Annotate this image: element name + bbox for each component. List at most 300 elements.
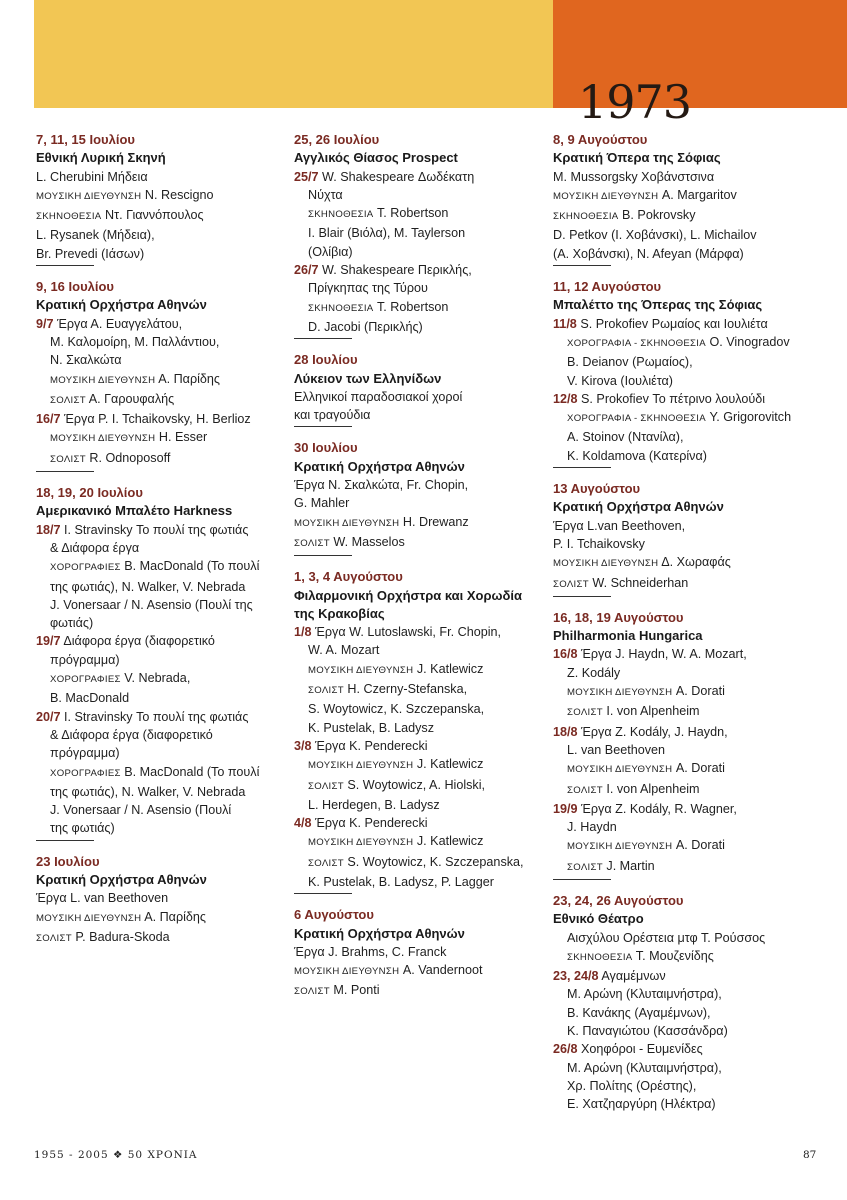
line-text: πρόγραμμα) — [50, 652, 120, 667]
event-date: 28 Ιουλίου — [294, 352, 358, 368]
program-line — [294, 186, 544, 204]
event-organization: Κρατική Όπερα της Σόφιας — [553, 150, 721, 166]
line-text: I. Blair (Βιόλα), M. Taylerson — [308, 226, 466, 241]
line-text: (Α. Χοβάνσκι), N. Afeyan (Μάρφα) — [553, 246, 744, 261]
program-line — [36, 168, 286, 186]
credit-role: ΣΚΗΝΟΘΕΣΙΑ — [553, 211, 619, 223]
event-entry — [36, 278, 286, 472]
line-text: και τραγούδια — [294, 408, 371, 423]
credit-role: ΣΟΛΙΣΤ — [567, 784, 603, 796]
credit-role: ΣΚΗΝΟΘΕΣΙΑ — [308, 302, 374, 314]
program-line — [294, 943, 544, 961]
program-column-1 — [36, 131, 286, 960]
credit-role: ΧΟΡΟΓΡΑΦΙΕΣ — [50, 562, 121, 574]
program-line — [294, 533, 544, 553]
event-entry — [553, 278, 833, 468]
line-text: της φωτιάς) — [50, 821, 115, 836]
performance-date: 18/7 — [36, 522, 61, 537]
line-text: B. MacDonald (Το πουλί — [124, 559, 260, 574]
event-entry — [553, 892, 833, 1114]
credit-role: ΜΟΥΣΙΚΗ ΔΙΕΥΘΥΝΣΗ — [567, 687, 673, 699]
program-line — [294, 641, 544, 659]
line-text: Τ. Μουζενίδης — [635, 948, 714, 963]
event-organization: Κρατική Ορχήστρα Αθηνών — [36, 297, 207, 313]
program-line — [294, 476, 544, 494]
line-text: J. Katlewicz — [416, 834, 484, 849]
program-line — [36, 614, 286, 632]
line-text: & Διάφορα έργα — [50, 540, 140, 555]
program-line — [36, 315, 286, 333]
credit-role: ΜΟΥΣΙΚΗ ΔΙΕΥΘΥΝΣΗ — [553, 190, 659, 202]
program-line — [553, 929, 833, 947]
line-text: Αγαμέμνων — [601, 969, 666, 984]
line-text: I. von Alpenheim — [606, 781, 700, 796]
line-text: Έργα Z. Kodály, J. Haydn, — [581, 724, 728, 739]
line-text: Μ. Αρώνη (Κλυταιμνήστρα), — [567, 1060, 722, 1075]
line-text: Έργα W. Lutoslawski, Fr. Chopin, — [315, 625, 502, 640]
program-line — [553, 553, 833, 573]
program-line — [553, 1040, 833, 1058]
credit-role: ΣΟΛΙΣΤ — [294, 986, 330, 998]
line-text: D. Petkov (Ι. Χοβάνσκι), L. Michailov — [553, 228, 757, 243]
entry-separator — [294, 893, 352, 894]
event-date: 18, 19, 20 Ιουλίου — [36, 485, 143, 501]
program-line — [294, 680, 544, 700]
line-text: Έργα J. Brahms, C. Franck — [294, 944, 447, 959]
line-text: B. MacDonald (Το πουλί — [124, 764, 260, 779]
event-organization: Αμερικανικό Μπαλέτο Harkness — [36, 503, 233, 519]
event-organization: Λύκειον των Ελληνίδων — [294, 370, 442, 386]
program-line — [553, 226, 833, 244]
line-text: W. Schneiderhan — [592, 575, 689, 590]
line-text: J. Haydn — [567, 820, 617, 835]
program-line — [553, 857, 833, 877]
line-text: Έργα Α. Ευαγγελάτου, — [57, 316, 183, 331]
program-line — [36, 689, 286, 707]
program-line — [36, 908, 286, 928]
program-line — [36, 351, 286, 369]
line-text: Έργα J. Haydn, W. A. Mozart, — [581, 647, 747, 662]
line-text: Δ. Χωραφάς — [661, 555, 731, 570]
program-line — [294, 755, 544, 775]
program-line — [36, 578, 286, 596]
performance-date: 11/8 — [553, 316, 577, 331]
line-text: O. Vinogradov — [709, 334, 790, 349]
program-line — [553, 818, 833, 836]
program-line — [553, 800, 833, 818]
line-text: Β. Κανάκης (Αγαμέμνων), — [567, 1005, 711, 1020]
program-line — [553, 741, 833, 759]
performance-date: 9/7 — [36, 316, 54, 331]
line-text: (Ολίβια) — [308, 244, 353, 259]
event-organization: Κρατική Ορχήστρα Αθηνών — [553, 499, 724, 515]
credit-role: ΜΟΥΣΙΚΗ ΔΙΕΥΘΥΝΣΗ — [50, 374, 156, 386]
event-organization: Philharmonia Hungarica — [553, 628, 703, 644]
program-line — [294, 406, 544, 424]
program-line — [294, 279, 544, 297]
line-text: S. Woytowicz, K. Szczepanska, — [308, 702, 485, 717]
program-line — [294, 168, 544, 186]
program-line — [36, 390, 286, 410]
line-text: της φωτιάς), N. Walker, V. Nebrada — [50, 579, 246, 594]
program-line — [553, 947, 833, 967]
line-text: A. Dorati — [675, 684, 725, 699]
line-text: J. Vonersaar / N. Asensio (Πουλί — [50, 803, 232, 818]
program-line — [36, 819, 286, 837]
event-date: 23 Ιουλίου — [36, 853, 100, 869]
performance-date: 23, 24/8 — [553, 969, 599, 984]
line-text: Έργα L.van Beethoven, — [553, 518, 686, 533]
program-line — [36, 245, 286, 263]
event-entry — [294, 439, 544, 556]
program-line — [36, 226, 286, 244]
line-text: B. MacDonald — [50, 691, 130, 706]
event-organization: Κρατική Ορχήστρα Αθηνών — [36, 871, 207, 887]
credit-role: ΜΟΥΣΙΚΗ ΔΙΕΥΘΥΝΣΗ — [294, 966, 400, 978]
program-line — [294, 737, 544, 755]
program-line — [36, 449, 286, 469]
line-text: W. A. Mozart — [308, 643, 380, 658]
event-organization: Μπαλέττο της Όπερας της Σόφιας — [553, 297, 763, 313]
event-date: 16, 18, 19 Αυγούστου — [553, 609, 684, 625]
program-line — [36, 206, 286, 226]
line-text: B. Pokrovsky — [622, 208, 696, 223]
program-line — [553, 702, 833, 722]
header-band-yellow — [34, 0, 553, 108]
program-line — [294, 513, 544, 533]
line-text: Μ. Αρώνη (Κλυταιμνήστρα), — [567, 987, 722, 1002]
line-text: Έργα K. Penderecki — [315, 816, 428, 831]
program-line — [553, 1022, 833, 1040]
line-text: D. Jacobi (Περικλής) — [308, 319, 423, 334]
performance-date: 19/9 — [553, 801, 578, 816]
line-text: Ελληνικοί παραδοσιακοί χοροί — [294, 389, 463, 404]
line-text: V. Kirova (Ιουλιέτα) — [567, 373, 674, 388]
entry-separator — [294, 426, 352, 427]
performance-date: 4/8 — [294, 816, 312, 831]
line-text: I. von Alpenheim — [606, 704, 700, 719]
program-line — [553, 408, 833, 428]
line-text: της φωτιάς), N. Walker, V. Nebrada — [50, 784, 246, 799]
program-line — [36, 708, 286, 726]
line-text: G. Mahler — [294, 496, 350, 511]
line-text: I. Stravinsky Το πουλί της φωτιάς — [64, 709, 249, 724]
program-line — [294, 961, 544, 981]
line-text: J. Martin — [606, 858, 655, 873]
credit-role: ΜΟΥΣΙΚΗ ΔΙΕΥΘΥΝΣΗ — [36, 190, 142, 202]
program-line — [294, 814, 544, 832]
event-entry — [36, 484, 286, 841]
line-text: N. Rescigno — [144, 187, 214, 202]
program-line — [294, 832, 544, 852]
event-organization: Κρατική Ορχήστρα Αθηνών — [294, 925, 465, 941]
program-line — [553, 353, 833, 371]
line-text: T. Robertson — [377, 206, 449, 221]
credit-role: ΣΟΛΙΣΤ — [308, 685, 344, 697]
program-line — [294, 204, 544, 224]
credit-role: ΜΟΥΣΙΚΗ ΔΙΕΥΘΥΝΣΗ — [567, 764, 673, 776]
performance-date: 19/7 — [36, 634, 61, 649]
program-line — [294, 776, 544, 796]
credit-role: ΜΟΥΣΙΚΗ ΔΙΕΥΘΥΝΣΗ — [36, 912, 142, 924]
line-text: L. Herdegen, B. Ladysz — [308, 797, 440, 812]
performance-date: 26/7 — [294, 263, 319, 278]
line-text: Έργα P. I. Tchaikovsky, H. Berlioz — [64, 412, 251, 427]
program-line — [36, 928, 286, 948]
line-text: H. Drewanz — [402, 514, 469, 529]
line-text: Ντ. Γιαννόπουλος — [105, 208, 204, 223]
credit-role: ΣΟΛΙΣΤ — [50, 394, 86, 406]
performance-date: 18/8 — [553, 724, 578, 739]
program-line — [553, 206, 833, 226]
program-line — [294, 660, 544, 680]
program-line — [553, 645, 833, 663]
program-line — [553, 168, 833, 186]
event-entry — [553, 609, 833, 880]
line-text: W. Masselos — [333, 534, 405, 549]
event-date: 25, 26 Ιουλίου — [294, 132, 380, 147]
event-organization: Αγγλικός Θίασος Prospect — [294, 150, 458, 166]
program-column-2 — [294, 131, 544, 1014]
event-entry — [294, 131, 544, 339]
program-line — [294, 719, 544, 737]
program-line — [36, 669, 286, 689]
line-text: Α. Παρίδης — [158, 371, 221, 386]
line-text: L. van Beethoven — [567, 742, 666, 757]
event-date: 11, 12 Αυγούστου — [553, 279, 662, 295]
program-line — [553, 315, 833, 333]
line-text: Br. Prevedi (Ιάσων) — [36, 246, 145, 261]
program-line — [553, 372, 833, 390]
program-line — [36, 539, 286, 557]
line-text: Νύχτα — [308, 187, 343, 202]
line-text: φωτιάς) — [50, 616, 94, 631]
program-line — [36, 428, 286, 448]
entry-separator — [36, 265, 94, 266]
program-line — [36, 596, 286, 614]
footer-anniversary: 1955 - 2005 ❖ 50 ΧΡΟΝΙΑ — [34, 1149, 198, 1161]
program-line — [36, 783, 286, 801]
program-line — [553, 245, 833, 263]
program-line — [553, 517, 833, 535]
program-line — [294, 873, 544, 891]
program-line — [553, 1059, 833, 1077]
event-date: 7, 11, 15 Ιουλίου — [36, 132, 135, 147]
credit-role: ΜΟΥΣΙΚΗ ΔΙΕΥΘΥΝΣΗ — [50, 433, 156, 445]
program-line — [553, 1095, 833, 1113]
program-line — [294, 623, 544, 641]
program-line — [553, 780, 833, 800]
event-organization: της Κρακοβίας — [294, 605, 385, 621]
program-line — [36, 557, 286, 577]
program-line — [36, 410, 286, 428]
event-date: 30 Ιουλίου — [294, 440, 358, 456]
program-line — [36, 763, 286, 783]
credit-role: ΣΟΛΙΣΤ — [294, 537, 330, 549]
line-text: Ν. Σκαλκώτα — [50, 353, 122, 368]
program-line — [294, 224, 544, 242]
line-text: Αισχύλου Ορέστεια μτφ Τ. Ρούσσος — [567, 930, 766, 945]
event-date: 9, 16 Ιουλίου — [36, 279, 114, 295]
performance-date: 16/7 — [36, 412, 61, 427]
credit-role: ΜΟΥΣΙΚΗ ΔΙΕΥΘΥΝΣΗ — [308, 664, 414, 676]
event-entry — [553, 480, 833, 597]
line-text: A. Stoinov (Ντανίλα), — [567, 430, 684, 445]
entry-separator — [553, 467, 611, 468]
line-text: Έργα L. van Beethoven — [36, 891, 169, 906]
line-text: P. Badura-Skoda — [75, 929, 170, 944]
program-line — [553, 1077, 833, 1095]
credit-role: ΣΟΛΙΣΤ — [553, 578, 589, 590]
line-text: Διάφορα έργα (διαφορετικό — [63, 634, 215, 649]
event-entry — [294, 568, 544, 894]
line-text: P. I. Tchaikovsky — [553, 536, 645, 551]
line-text: πρόγραμμα) — [50, 746, 120, 761]
performance-date: 12/8 — [553, 391, 578, 406]
event-organization: Εθνικό Θέατρο — [553, 911, 644, 927]
line-text: J. Vonersaar / N. Asensio (Πουλί της — [50, 597, 253, 612]
credit-role: ΧΟΡΟΓΡΑΦΙΕΣ — [50, 767, 121, 779]
line-text: Έργα Ν. Σκαλκώτα, Fr. Chopin, — [294, 478, 469, 493]
line-text: W. Shakespeare Δωδέκατη — [322, 169, 475, 184]
entry-separator — [553, 879, 611, 880]
line-text: K. Koldamova (Κατερίνα) — [567, 448, 707, 463]
line-text: M. Ponti — [333, 983, 380, 998]
line-text: J. Katlewicz — [416, 661, 484, 676]
program-line — [36, 889, 286, 907]
event-date: 23, 24, 26 Αυγούστου — [553, 892, 684, 908]
program-line — [294, 700, 544, 718]
program-line — [294, 388, 544, 406]
program-line — [553, 985, 833, 1003]
line-text: V. Nebrada, — [124, 671, 191, 686]
line-text: A. Margaritov — [661, 187, 737, 202]
credit-role: ΣΟΛΙΣΤ — [36, 932, 72, 944]
line-text: H. Czerny-Stefanska, — [347, 682, 468, 697]
line-text: B. Deianov (Ρωμαίος), — [567, 355, 693, 370]
line-text: W. Shakespeare Περικλής, — [322, 263, 472, 278]
line-text: H. Esser — [158, 430, 208, 445]
performance-date: 20/7 — [36, 709, 61, 724]
line-text: S. Prokofiev Το πέτρινο λουλούδι — [581, 391, 766, 406]
program-line — [36, 370, 286, 390]
credit-role: ΣΟΛΙΣΤ — [567, 707, 603, 719]
performance-date: 26/8 — [553, 1042, 578, 1057]
line-text: Μ. Καλομοίρη, Μ. Παλλάντιου, — [50, 334, 220, 349]
performance-date: 16/8 — [553, 647, 578, 662]
program-line — [294, 796, 544, 814]
line-text: & Διάφορα έργα (διαφορετικό — [50, 727, 213, 742]
entry-separator — [294, 338, 352, 339]
program-line — [36, 632, 286, 650]
program-line — [294, 981, 544, 1001]
credit-role: ΣΚΗΝΟΘΕΣΙΑ — [36, 211, 102, 223]
line-text: K. Pustelak, B. Ladysz — [308, 720, 434, 735]
program-line — [553, 447, 833, 465]
credit-role: ΜΟΥΣΙΚΗ ΔΙΕΥΘΥΝΣΗ — [308, 837, 414, 849]
year-heading: 1973 — [578, 75, 692, 129]
line-text: A. Dorati — [675, 761, 725, 776]
line-text: Α. Παρίδης — [144, 909, 207, 924]
program-line — [36, 651, 286, 669]
performance-date: 3/8 — [294, 738, 312, 753]
line-text: Z. Kodály — [567, 665, 621, 680]
program-line — [553, 186, 833, 206]
credit-role: ΣΟΛΙΣΤ — [308, 780, 344, 792]
line-text: Y. Grigorovitch — [709, 410, 792, 425]
credit-role: ΜΟΥΣΙΚΗ ΔΙΕΥΘΥΝΣΗ — [294, 517, 400, 529]
line-text: K. Pustelak, B. Ladysz, P. Lagger — [308, 874, 494, 889]
line-text: L. Cherubini Μήδεια — [36, 169, 148, 184]
program-line — [553, 1004, 833, 1022]
program-line — [553, 723, 833, 741]
program-line — [553, 428, 833, 446]
page-number: 87 — [803, 1149, 817, 1161]
entry-separator — [553, 596, 611, 597]
line-text: Ε. Χατζηαργύρη (Ηλέκτρα) — [567, 1097, 716, 1112]
program-line — [294, 318, 544, 336]
credit-role: ΣΟΛΙΣΤ — [308, 857, 344, 869]
program-line — [294, 261, 544, 279]
program-line — [294, 298, 544, 318]
credit-role: ΣΟΛΙΣΤ — [567, 861, 603, 873]
line-text: S. Woytowicz, A. Hiolski, — [347, 777, 486, 792]
line-text: M. Mussorgsky Χοβάνστσινα — [553, 169, 715, 184]
program-line — [36, 801, 286, 819]
program-line — [294, 243, 544, 261]
event-date: 6 Αυγούστου — [294, 907, 374, 923]
event-date: 13 Αυγούστου — [553, 481, 641, 497]
line-text: A. Vandernoot — [402, 963, 483, 978]
line-text: R. Odnoposoff — [89, 450, 171, 465]
line-text: Έργα Z. Kodály, R. Wagner, — [581, 801, 737, 816]
program-line — [553, 574, 833, 594]
performance-date: 1/8 — [294, 625, 312, 640]
program-line — [553, 333, 833, 353]
program-line — [36, 744, 286, 762]
program-line — [553, 682, 833, 702]
event-entry — [553, 131, 833, 266]
entry-separator — [36, 471, 94, 472]
credit-role: ΣΚΗΝΟΘΕΣΙΑ — [308, 209, 374, 221]
credit-role: ΣΚΗΝΟΘΕΣΙΑ — [567, 951, 633, 963]
line-text: L. Rysanek (Μήδεια), — [36, 228, 155, 243]
program-line — [553, 967, 833, 985]
credit-role: ΣΟΛΙΣΤ — [50, 453, 86, 465]
credit-role: ΧΟΡΟΓΡΑΦΙΕΣ — [50, 674, 121, 686]
line-text: Α. Γαρουφαλής — [88, 391, 175, 406]
performance-date: 25/7 — [294, 169, 319, 184]
program-line — [553, 390, 833, 408]
credit-role: ΜΟΥΣΙΚΗ ΔΙΕΥΘΥΝΣΗ — [567, 841, 673, 853]
line-text: A. Dorati — [675, 838, 725, 853]
entry-separator — [294, 555, 352, 556]
program-line — [36, 521, 286, 539]
event-organization: Εθνική Λυρική Σκηνή — [36, 150, 166, 166]
program-line — [294, 494, 544, 512]
line-text: J. Katlewicz — [416, 757, 484, 772]
line-text: S. Prokofiev Ρωμαίος και Ιουλιέτα — [580, 316, 768, 331]
line-text: S. Woytowicz, K. Szczepanska, — [347, 854, 524, 869]
event-date: 1, 3, 4 Αυγούστου — [294, 569, 403, 585]
program-line — [36, 726, 286, 744]
program-line — [294, 853, 544, 873]
event-entry — [294, 906, 544, 1001]
program-line — [553, 759, 833, 779]
program-line — [36, 186, 286, 206]
program-line — [553, 836, 833, 856]
event-organization: Φιλαρμονική Ορχήστρα και Χορωδία — [294, 587, 523, 603]
